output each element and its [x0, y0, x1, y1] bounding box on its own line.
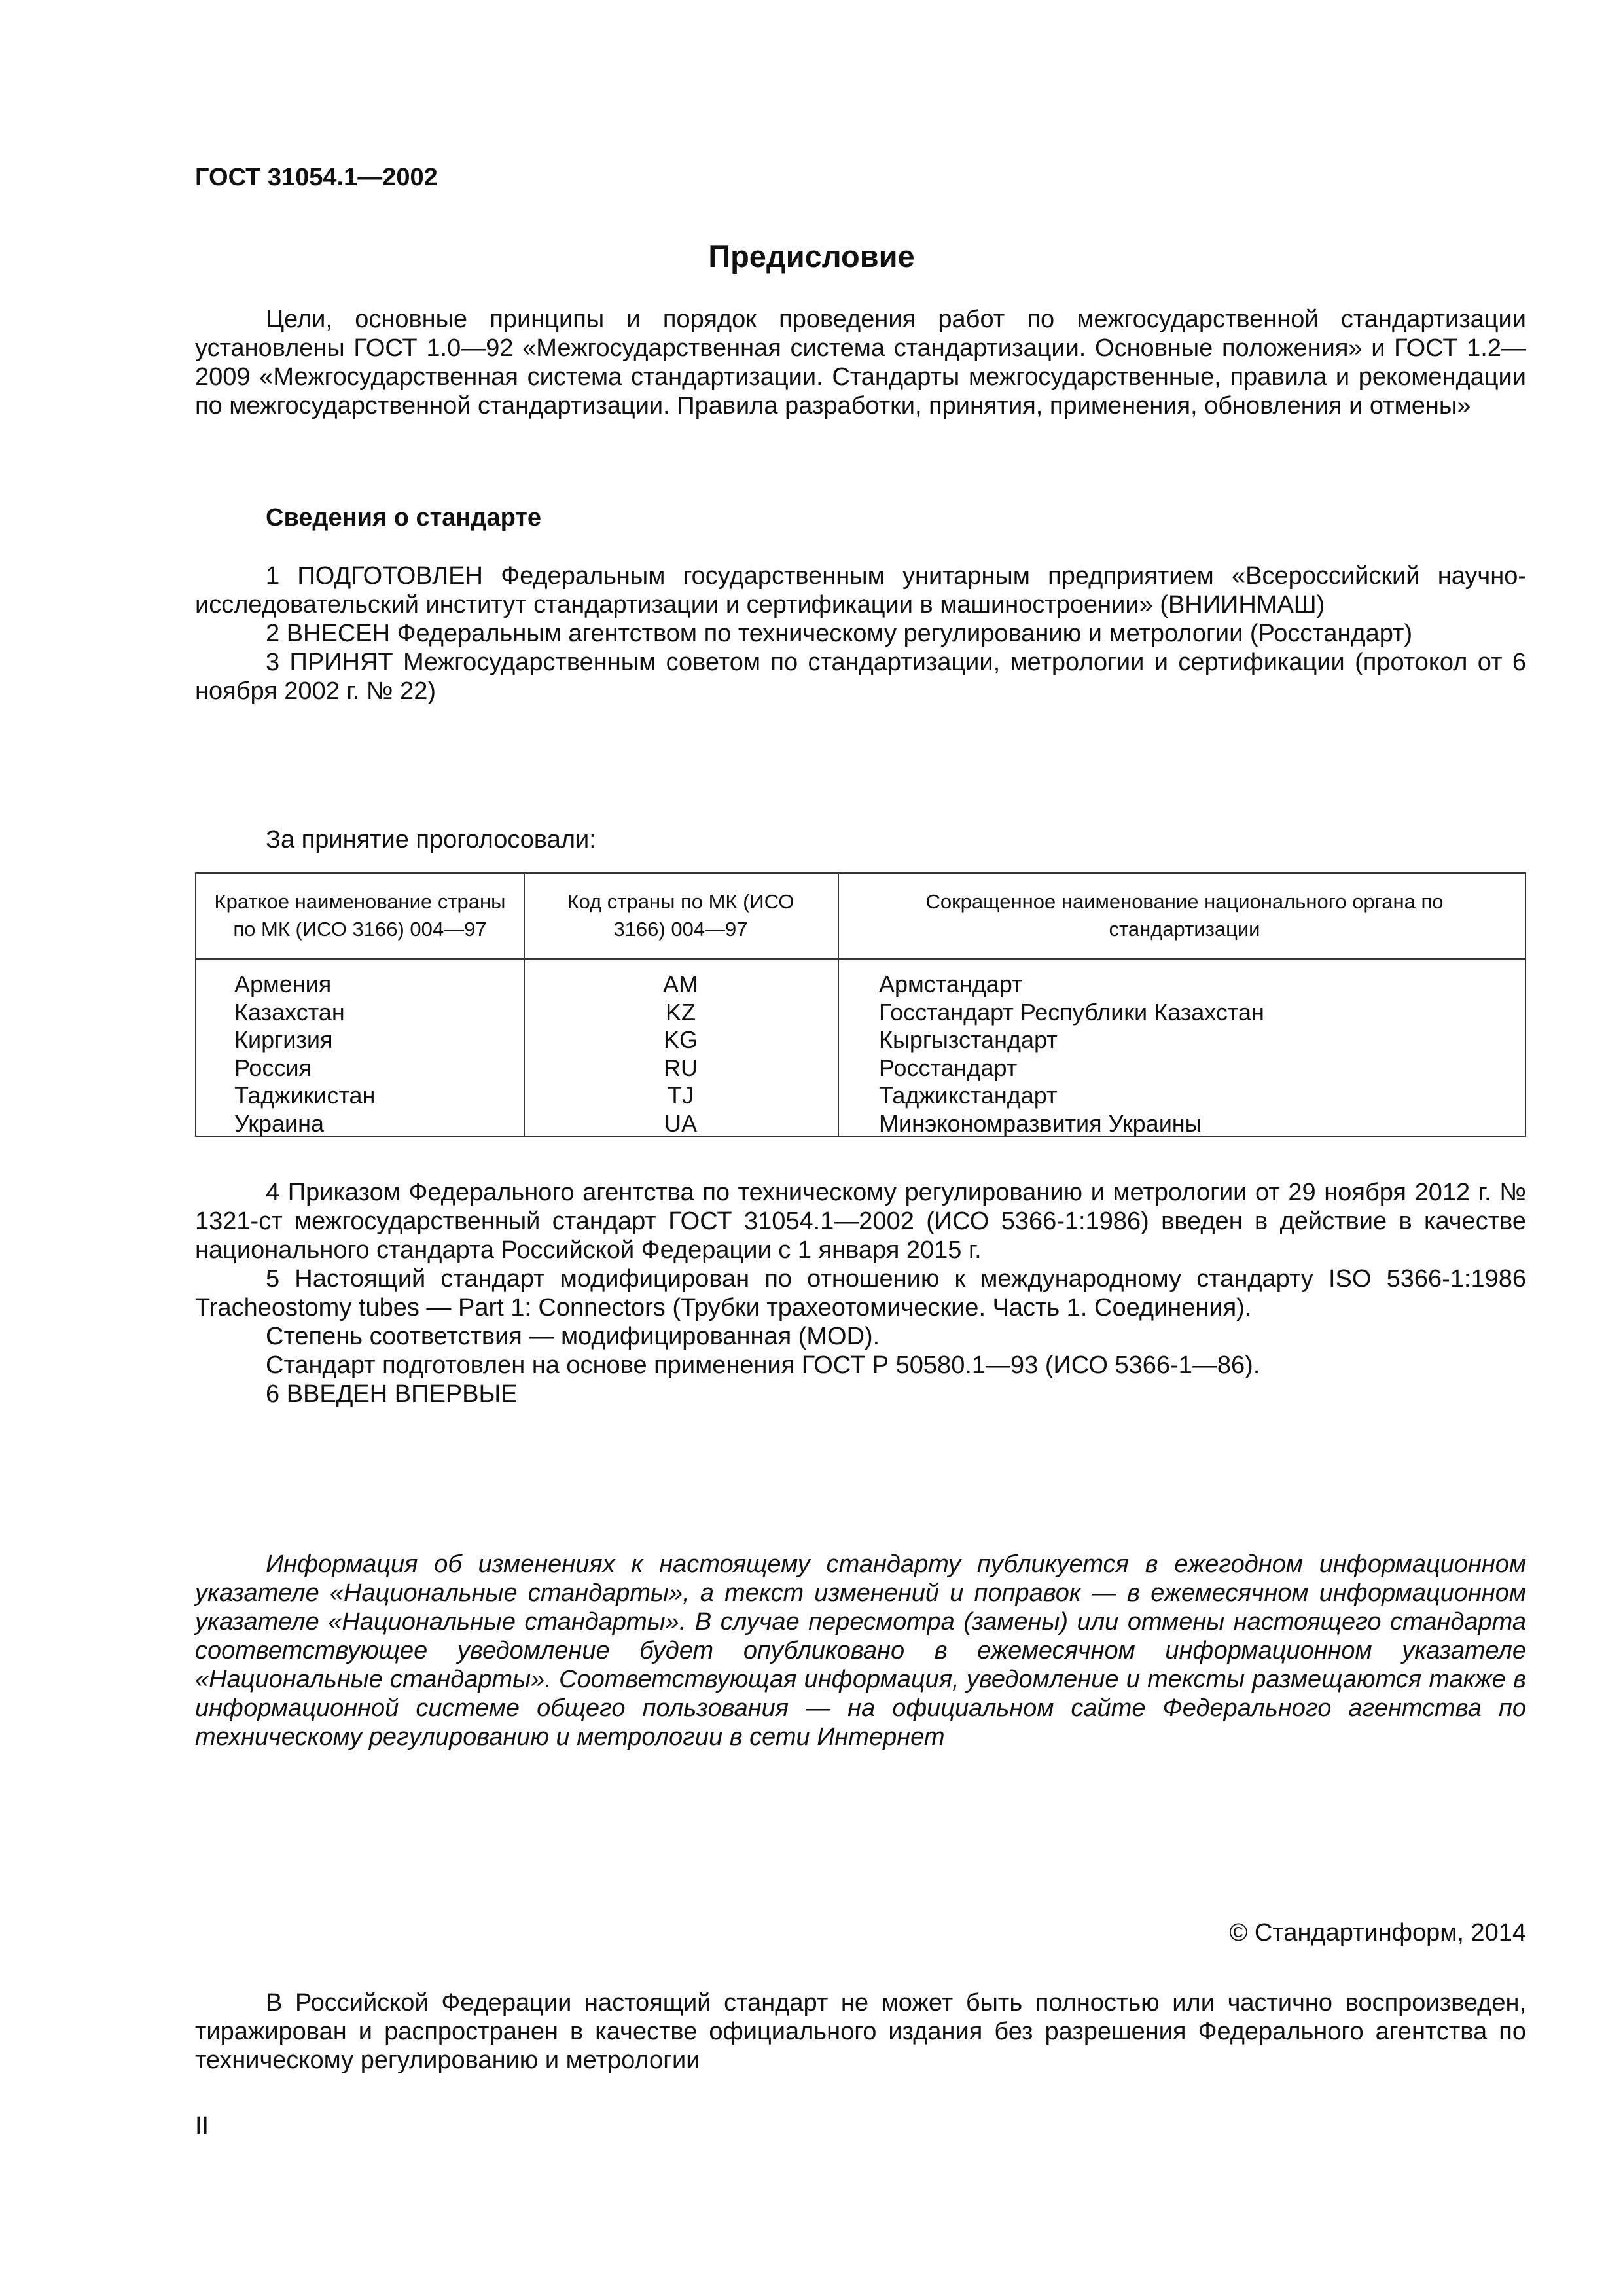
country-column	[234, 971, 375, 1138]
item-degree: Степень соответствия — модифицированная (MOD).	[266, 1323, 880, 1350]
notice-text: В Российской Федерации настоящий стандарт не может быть полностью или частично воспроизведен, тиражирован и распространен в качестве официального издания без разрешения Федерального агентства по техническому регулированию и метрологии	[195, 1989, 1526, 2074]
table-cell: Госстандарт Республики Казахстан	[879, 998, 1264, 1026]
item-introduced: 2 ВНЕСЕН Федеральным агентством по техническому регулированию и метрологии (Росстандарт)	[266, 620, 1413, 647]
header-body: Сокращенное наименование национального органа по стандартизации	[925, 890, 1444, 941]
table-cell: Кыргызстандарт	[879, 1026, 1058, 1053]
votes-table	[195, 872, 1526, 1137]
info-items	[195, 562, 1526, 706]
votes-label: За принятие проголосовали:	[266, 826, 596, 853]
table-cell: KG	[663, 1026, 698, 1053]
item-adopted: 3 ПРИНЯТ Межгосударственным советом по стандартизации, метрологии и сертификации (протокол от 6 ноября 2002 г. № 22)	[195, 649, 1526, 705]
item-basis: Стандарт подготовлен на основе применения ГОСТ Р 50580.1—93 (ИСО 5366-1—86).	[266, 1352, 1260, 1379]
table-cell: Таджикистан	[234, 1082, 376, 1109]
body-column	[879, 971, 1264, 1138]
item-modified: 5 Настоящий стандарт модифицирован по отношению к международному стандарту ISO 5366-1:1986 Tracheostomy tubes — Part 1: Connectors (Трубки трахеотомические. Часть 1. Соединения).	[195, 1265, 1526, 1321]
item-first: 6 ВВЕДЕН ВПЕРВЫЕ	[266, 1380, 518, 1408]
table-cell: Армения	[234, 971, 332, 997]
intro-paragraph	[195, 305, 1526, 420]
table-cell: Минэкономразвития Украины	[879, 1109, 1202, 1137]
table-cell: AM	[663, 971, 698, 997]
code-column	[524, 971, 838, 1138]
document-id: ГОСТ 31054.1—2002	[195, 164, 438, 191]
table-cell: Казахстан	[234, 998, 345, 1026]
table-cell: TJ	[668, 1082, 694, 1109]
table-cell: KZ	[665, 998, 696, 1026]
table-cell: Армстандарт	[879, 971, 1023, 997]
column-divider	[838, 874, 839, 1136]
table-cell: Украина	[234, 1109, 325, 1137]
page-number: II	[195, 2112, 209, 2140]
table-cell: Киргизия	[234, 1026, 333, 1053]
reproduction-notice	[195, 1988, 1526, 2075]
table-cell: Таджикстандарт	[879, 1082, 1058, 1109]
table-cell: RU	[664, 1054, 698, 1081]
page-title: Предисловие	[708, 239, 915, 274]
table-cell: Росстандарт	[879, 1054, 1018, 1081]
table-cell: UA	[664, 1109, 697, 1137]
item-prepared: 1 ПОДГОТОВЛЕН Федеральным государственным унитарным предприятием «Всероссийский научно-исследовательский институт стандартизации и сертификации в машиностроении» (ВНИИНМАШ)	[195, 562, 1526, 619]
header-country: Краткое наименование страны по МК (ИСО 3166) 004—97	[214, 890, 506, 941]
header-divider	[196, 958, 1525, 960]
copyright: © Стандартинформ, 2014	[1229, 1919, 1526, 1946]
changes-info-text: Информация об изменениях к настоящему стандарту публикуется в ежегодном информационном указателе «Национальные стандарты», а текст изменений и поправок — в ежемесячном информационном указателе «Национальные стандарты». В случае пересмотра (замены) или отмены настоящего стандарта соответствующее уведомление будет опубликовано в ежемесячном информационном указателе «Национальные стандарты». Соответствующая информация, уведомление и тексты размещаются также в информационной системе общего пользования — на официальном сайте Федерального агентства по техническому регулированию и метрологии в сети Интернет	[195, 1551, 1526, 1751]
table-cell: Россия	[234, 1054, 312, 1081]
header-code: Код страны по МК (ИСО 3166) 004—97	[567, 890, 794, 941]
item-order: 4 Приказом Федерального агентства по техническому регулированию и метрологии от 29 ноября 2012 г. № 1321-ст межгосударственный стандарт ГОСТ 31054.1—2002 (ИСО 5366-1:1986) введен в действие в качестве национального стандарта Российской Федерации с 1 января 2015 г.	[195, 1179, 1526, 1264]
info-items-continued	[195, 1178, 1526, 1408]
intro-text: Цели, основные принципы и порядок проведения работ по межгосударственной стандартизации установлены ГОСТ 1.0—92 «Межгосударственная система стандартизации. Основные положения» и ГОСТ 1.2—2009 «Межгосударственная система стандартизации. Стандарты межгосударственные, правила и рекомендации по межгосударственной стандартизации. Правила разработки, принятия, применения, обновления и отмены»	[195, 306, 1526, 420]
info-heading: Сведения о стандарте	[266, 504, 542, 531]
changes-info	[195, 1550, 1526, 1751]
